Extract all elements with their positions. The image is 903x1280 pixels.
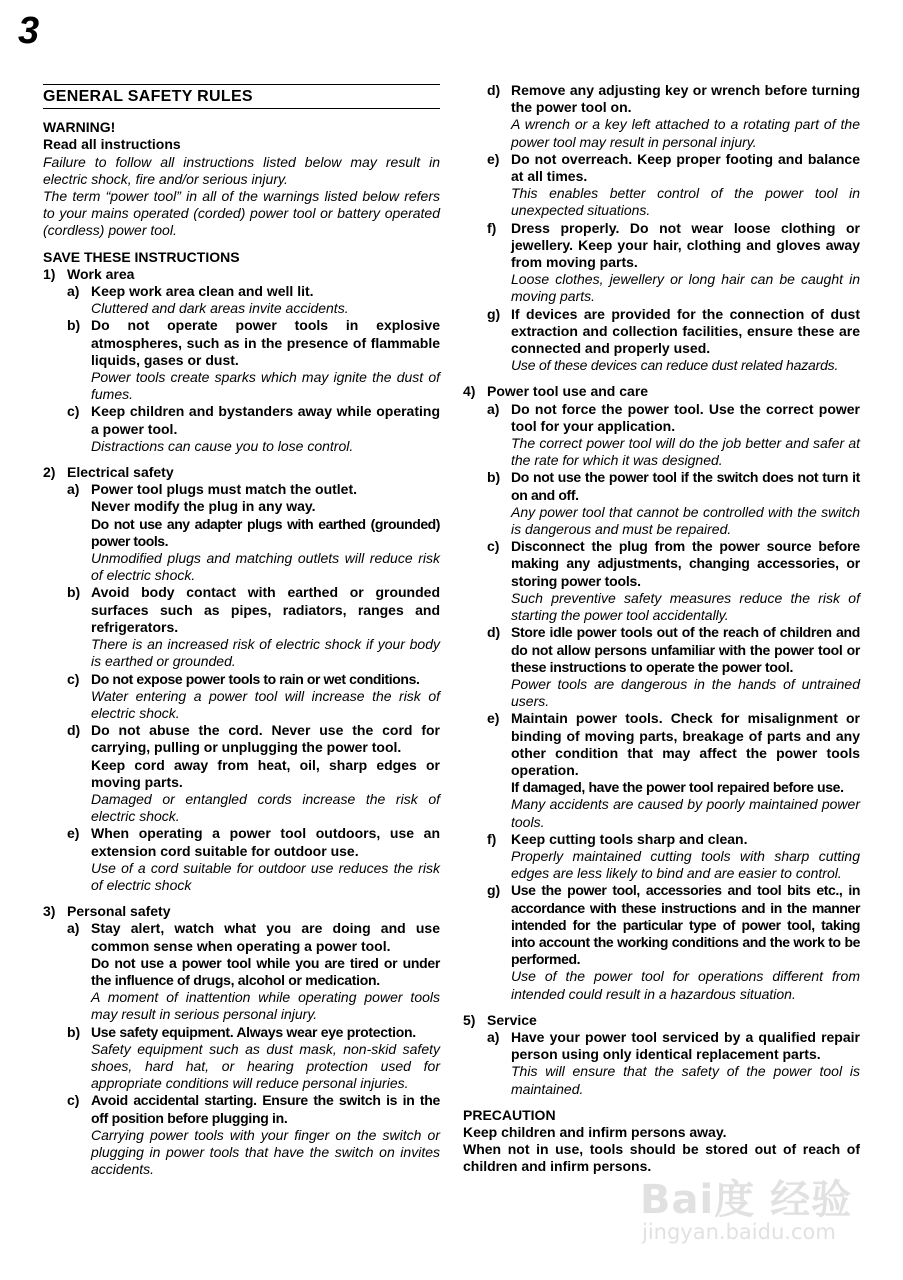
list-item [487,882,860,1002]
page-number: 3 [18,10,40,52]
section-heading [463,383,860,400]
item-instruction-2: Do not use a power tool while you are tired or under the influence of drugs, alcohol or medication. [91,954,440,988]
section-power-tool-use-and-care [463,383,860,1002]
precaution-heading: PRECAUTION [463,1106,556,1123]
item-label: e) [487,710,500,727]
item-explanation: Loose clothes, jewellery or long hair can be caught in moving parts. [511,271,860,305]
section-heading [43,266,440,283]
item-explanation: Many accidents are caused by poorly maintained power tools. [511,796,860,830]
list-item [487,831,860,883]
item-label: g) [487,305,501,322]
item-label: e) [67,825,80,842]
item-explanation: Such preventive safety measures reduce the risk of starting the power tool accidentally. [511,589,860,624]
item-instruction: Keep cutting tools sharp and clean. [511,830,748,847]
title-block [43,84,440,109]
item-label: b) [487,469,501,486]
item-instruction: Avoid accidental starting. Ensure the switch is in the off position before plugging in. [91,1092,440,1126]
item-explanation: Cluttered and dark areas invite accidents. [91,300,349,317]
item-instruction: Use the power tool, accessories and tool bits etc., in accordance with these instructions and in the manner intended for the particular type of power tool, taking into account the working conditions and the work to be performed. [511,882,860,968]
section-title: Work area [67,265,135,282]
item-label: c) [487,538,500,555]
item-label: c) [67,403,80,420]
list-item [67,481,440,584]
list-item [487,710,860,830]
section-title: Power tool use and care [487,383,649,400]
precaution-block [463,1107,860,1176]
item-explanation: This will ensure that the safety of the power tool is maintained. [511,1063,860,1097]
item-explanation: Damaged or entangled cords increase the risk of electric shock. [91,790,440,825]
watermark-logo [640,1168,890,1268]
section-number: 5) [463,1011,476,1028]
list-item [487,538,860,624]
item-instruction: Power tool plugs must match the outlet. [91,481,358,498]
item-instruction: Do not abuse the cord. Never use the cord for carrying, pulling or unplugging the power tool. [91,722,440,756]
section-work-area [43,266,440,455]
list-item [67,671,440,723]
item-instruction: When operating a power tool outdoors, use an extension cord suitable for outdoor use. [91,825,440,859]
item-explanation: Safety equipment such as dust mask, non-skid safety shoes, hard hat, or hearing protection used for appropriate conditions will reduce personal injuries. [91,1040,440,1092]
item-instruction: Remove any adjusting key or wrench before turning the power tool on. [511,82,860,116]
list-item [487,401,860,470]
item-label: a) [67,481,80,498]
warning-paragraph-1: Failure to follow all instructions listed below may result in electric shock, fire and/or serious injury. [43,153,440,187]
item-instruction: Do not operate power tools in explosive atmospheres, such as in the presence of flammable liquids, gases or dust. [91,317,440,368]
section-electrical-safety [43,464,440,894]
item-label: a) [67,920,80,937]
page-title: GENERAL SAFETY RULES [43,88,253,105]
section-number: 2) [43,464,56,481]
item-explanation: Unmodified plugs and matching outlets will reduce risk of electric shock. [91,550,440,584]
item-instruction: Dress properly. Do not wear loose clothing or jewellery. Keep your hair, clothing and gloves away from moving parts. [511,219,860,271]
section-personal-safety [43,903,440,1178]
section-personal-safety-continued [463,82,860,374]
item-instruction: If devices are provided for the connection of dust extraction and collection facilities, ensure these are connected and properly used. [511,305,860,357]
list-item [487,306,860,375]
item-instruction: Store idle power tools out of the reach of children and do not allow persons unfamiliar with the power tool or these instructions to operate the power tool. [511,624,860,675]
list-item [67,1092,440,1178]
item-instruction: Do not force the power tool. Use the correct power tool for your application. [511,400,860,434]
list-item [67,920,440,1023]
item-label: b) [67,317,81,334]
list-item [67,317,440,403]
item-explanation: The correct power tool will do the job better and safer at the rate for which it was designed. [511,435,860,469]
item-instruction: Stay alert, watch what you are doing and use common sense when operating a power tool. [91,920,440,954]
item-explanation: A moment of inattention while operating power tools may result in serious personal injury. [91,989,440,1023]
list-item [67,584,440,670]
section-title: Electrical safety [67,464,174,481]
section-number: 3) [43,903,56,920]
item-explanation: Power tools create sparks which may ignite the dust of fumes. [91,369,440,403]
item-label: f) [487,219,497,236]
list-item [487,1029,860,1098]
item-instruction: Keep work area clean and well lit. [91,283,314,300]
list-item [67,283,440,317]
section-title: Service [487,1011,537,1028]
item-label: b) [67,584,81,601]
section-heading [463,1012,860,1029]
item-label: d) [67,722,81,739]
section-number: 4) [463,383,476,400]
warning-paragraph-2: The term “power tool” in all of the warnings listed below refers to your mains operated (corded) power tool or battery operated (cordless) power tool. [43,188,440,239]
item-explanation: Any power tool that cannot be controlled with the switch is dangerous and must be repaired. [511,503,860,538]
item-label: b) [67,1023,81,1040]
item-instruction: Do not use the power tool if the switch does not turn it on and off. [511,469,860,503]
item-label: f) [487,830,497,847]
item-explanation: This enables better control of the power tool in unexpected situations. [511,185,860,219]
item-explanation: There is an increased risk of electric shock if your body is earthed or grounded. [91,636,440,670]
item-label: a) [487,1028,500,1045]
item-instruction: Maintain power tools. Check for misalignment or binding of moving parts, breakage of parts and any other condition that may affect the power tools operation. [511,710,860,778]
item-instruction: Have your power tool serviced by a qualified repair person using only identical replacement parts. [511,1028,860,1063]
list-item [67,722,440,825]
item-instruction-2: Never modify the plug in any way. [91,498,316,515]
precaution-line-1: Keep children and infirm persons away. [463,1123,727,1140]
item-explanation: Water entering a power tool will increase the risk of electric shock. [91,687,440,721]
left-column [43,84,440,1178]
list-item [67,825,440,894]
item-instruction: Use safety equipment. Always wear eye protection. [91,1023,416,1040]
list-item [67,1024,440,1093]
item-explanation: Use of the power tool for operations different from intended could result in a hazardous situation. [511,968,860,1002]
list-item [487,220,860,306]
list-item [487,469,860,538]
item-instruction-2: If damaged, have the power tool repaired before use. [511,779,844,796]
item-explanation: Distractions can cause you to lose control. [91,437,354,454]
precaution-line-2: When not in use, tools should be stored out of reach of children and infirm persons. [463,1141,860,1175]
save-instructions-heading: SAVE THESE INSTRUCTIONS [43,248,240,265]
section-service [463,1012,860,1098]
item-instruction-3: Do not use any adapter plugs with earthed (grounded) power tools. [91,515,440,549]
section-heading [43,464,440,481]
list-item [487,82,860,151]
item-instruction: Do not overreach. Keep proper footing and balance at all times. [511,150,860,185]
item-label: d) [487,82,501,98]
watermark-text: Bai度 经验 [640,1177,853,1223]
item-label: a) [487,400,500,417]
item-explanation: Properly maintained cutting tools with sharp cutting edges are less likely to bind and are easier to control. [511,847,860,882]
item-instruction: Avoid body contact with earthed or grounded surfaces such as pipes, radiators, ranges and refrigerators. [91,584,440,635]
section-number: 1) [43,265,56,282]
item-instruction: Keep children and bystanders away while operating a power tool. [91,403,440,437]
item-explanation: A wrench or a key left attached to a rotating part of the power tool may result in personal injury. [511,116,860,150]
list-item [487,624,860,710]
item-label: g) [487,882,501,899]
right-column [463,82,860,1176]
item-label: a) [67,283,80,300]
item-label: d) [487,624,501,641]
section-title: Personal safety [67,903,171,920]
section-heading [43,903,440,920]
item-instruction: Disconnect the plug from the power source before making any adjustments, changing accessories, or storing power tools. [511,538,860,589]
item-explanation: Carrying power tools with your finger on the switch or plugging in power tools that have the switch on invites accidents. [91,1126,440,1178]
list-item [487,151,860,220]
item-explanation: Use of these devices can reduce dust related hazards. [511,357,839,374]
item-explanation: Power tools are dangerous in the hands of untrained users. [511,675,860,710]
list-item [67,403,440,455]
item-instruction: Do not expose power tools to rain or wet conditions. [91,670,420,687]
warning-heading: WARNING! [43,119,116,136]
watermark-url: jingyan.baidu.com [642,1220,836,1244]
item-label: c) [67,1092,80,1109]
item-explanation: Use of a cord suitable for outdoor use reduces the risk of electric shock [91,859,440,893]
warning-subheading: Read all instructions [43,136,181,153]
item-label: c) [67,670,80,687]
item-instruction-2: Keep cord away from heat, oil, sharp edges or moving parts. [91,756,440,790]
item-label: e) [487,150,500,167]
